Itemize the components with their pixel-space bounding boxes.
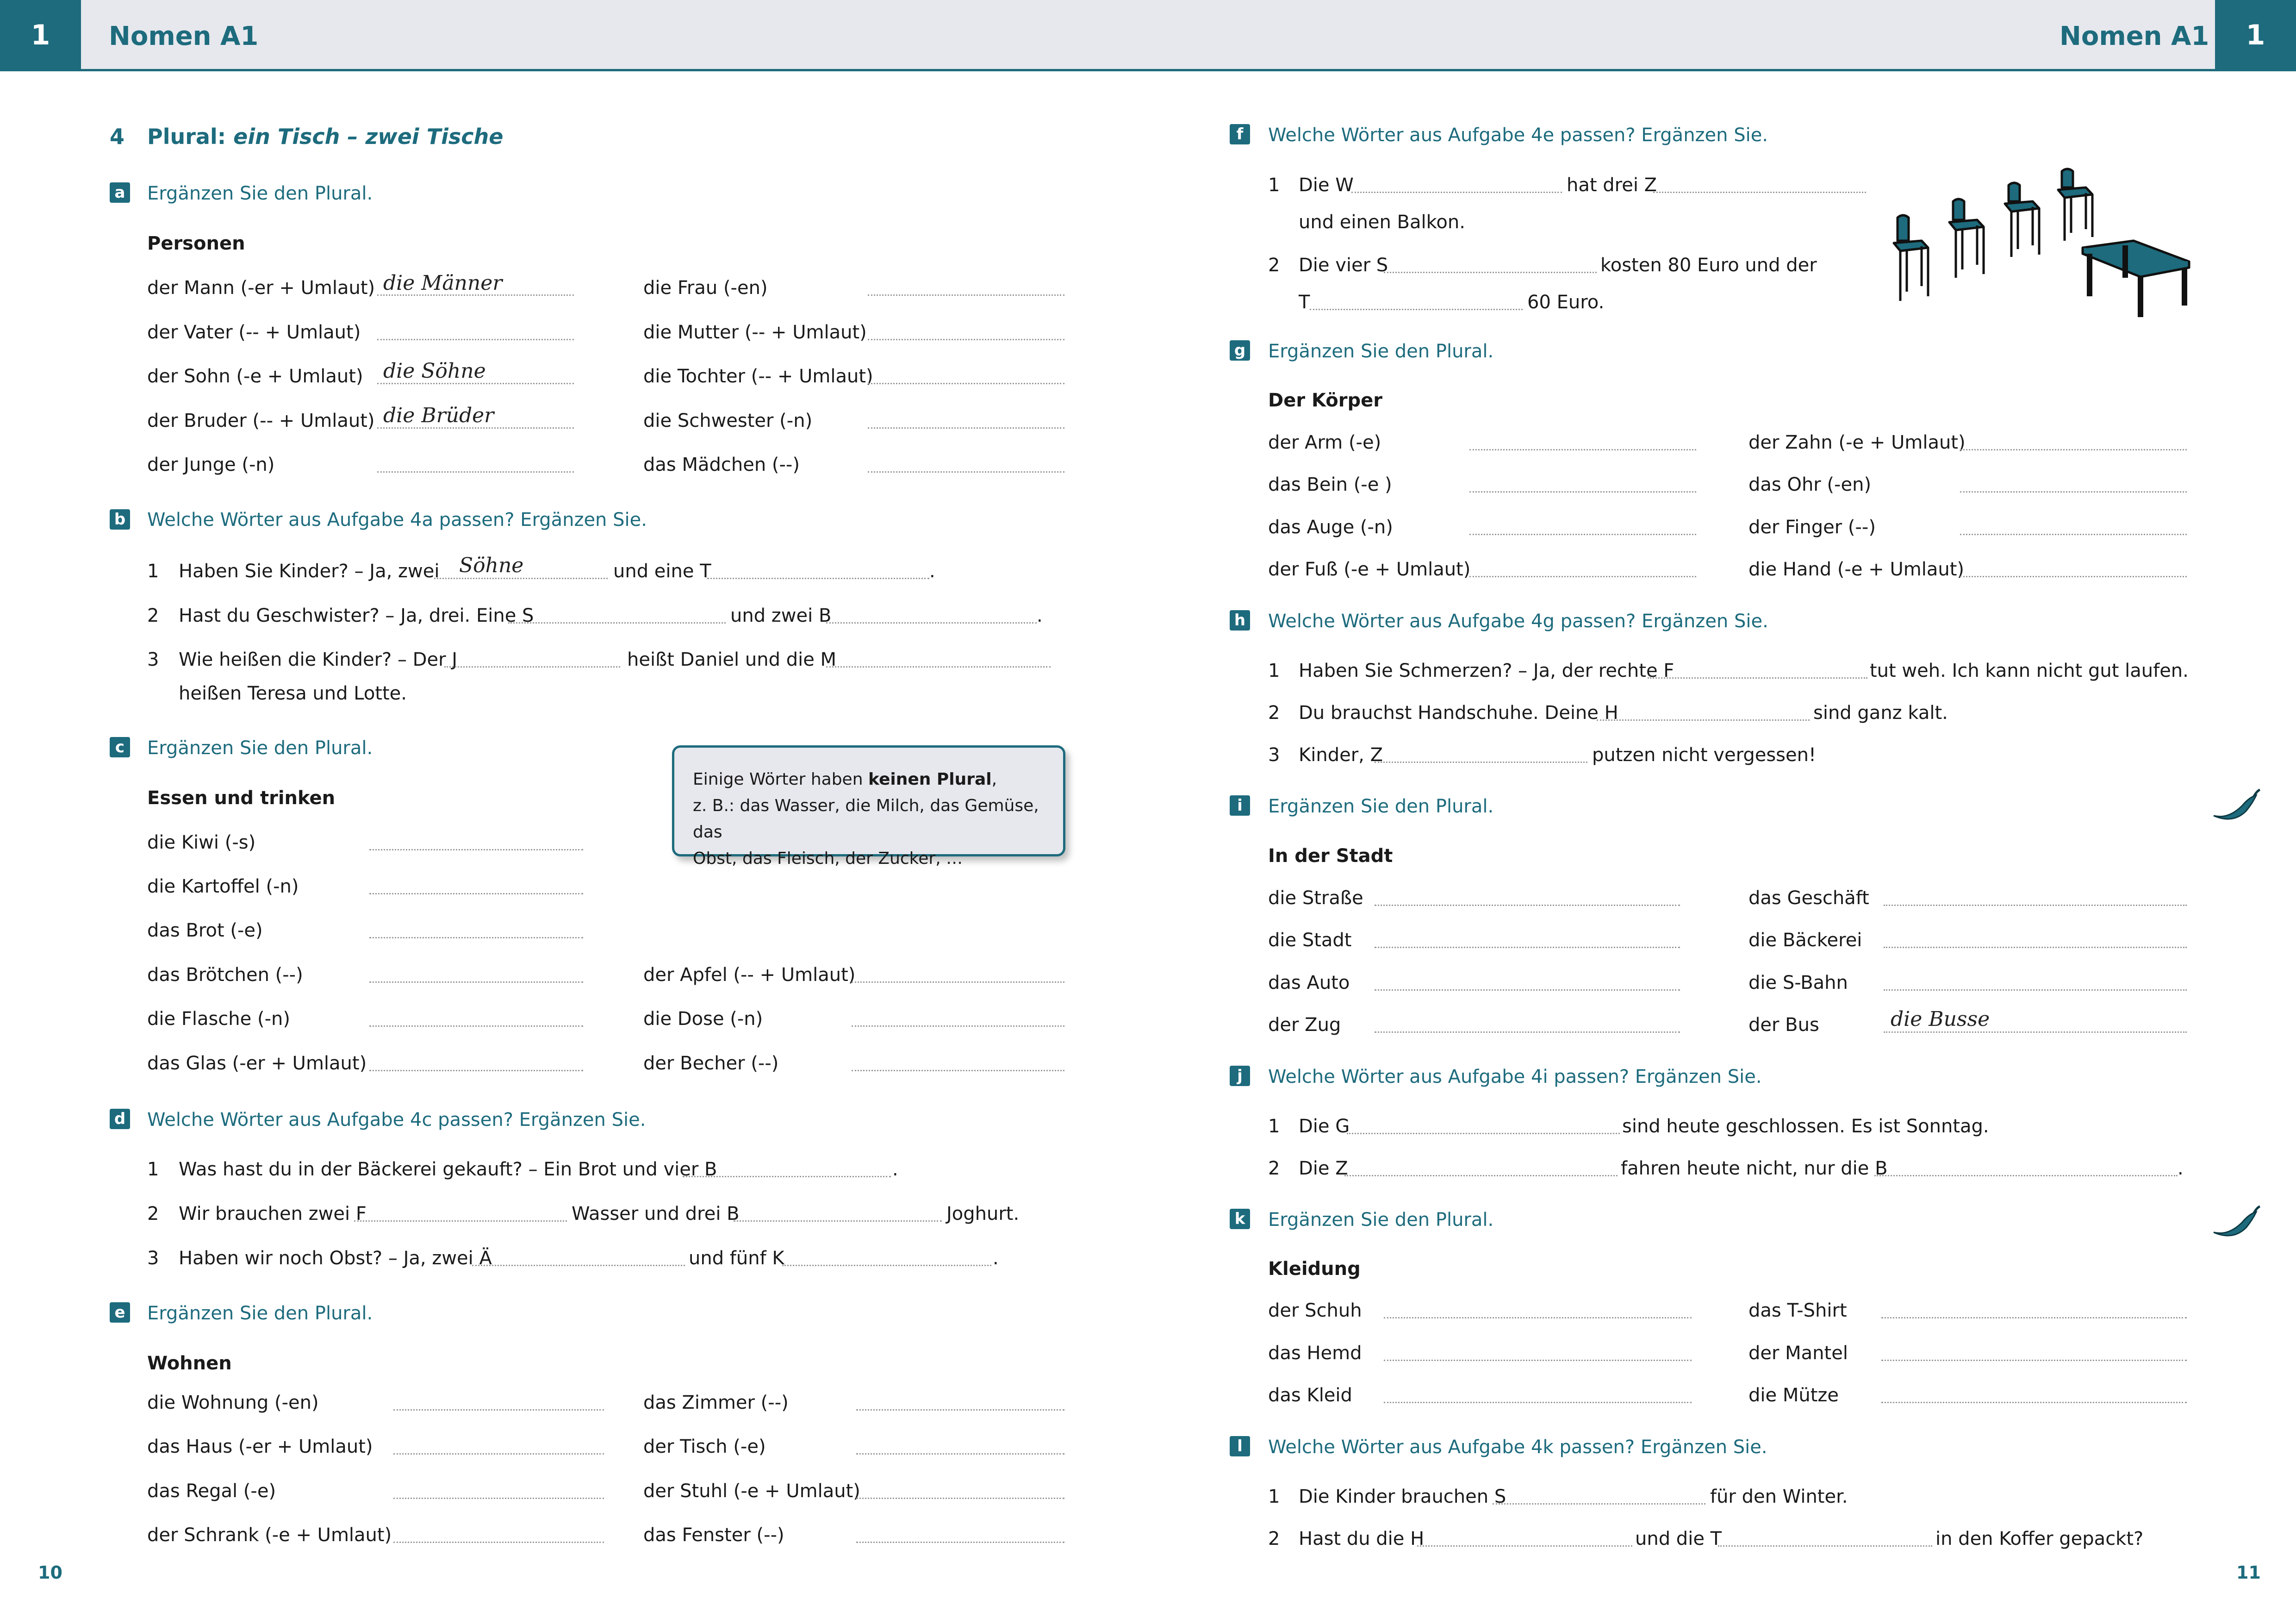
answer-line[interactable] (1384, 1317, 1692, 1318)
noun-item: der Zahn (-e + Umlaut) (1748, 432, 1966, 453)
answer-line[interactable] (1347, 1133, 1620, 1134)
exercise-h-instruction: Welche Wörter aus Aufgabe 4g passen? Ergänzen Sie. (1268, 611, 1768, 632)
answer-line[interactable] (377, 427, 574, 429)
answer-line[interactable] (508, 622, 726, 624)
chapter-number-left: 1 (0, 0, 81, 70)
answer-line[interactable] (1960, 449, 2187, 450)
sentence-text: hat drei Z (1567, 175, 1657, 196)
info-line-1: Einige Wörter haben keinen Plural, (693, 770, 997, 789)
answer-line[interactable] (1384, 1360, 1692, 1361)
category-heading: Der Körper (1268, 390, 1382, 411)
answer-line[interactable] (393, 1542, 604, 1543)
handwritten-answer: die Söhne (383, 359, 486, 383)
answer-line[interactable] (1881, 1402, 2187, 1403)
sentence-number: 1 (1268, 1486, 1280, 1507)
answer-line[interactable] (444, 666, 620, 668)
sentence-text: heißt Daniel und die M (627, 649, 837, 670)
answer-line[interactable] (1884, 989, 2187, 991)
noun-item: das Regal (-e) (147, 1480, 276, 1502)
noun-item: der Mann (-er + Umlaut) (147, 277, 375, 299)
sentence-text: . (929, 561, 935, 582)
answer-line[interactable] (369, 937, 583, 938)
sentence-number: 1 (147, 561, 159, 582)
sentence-text: . (2178, 1158, 2184, 1179)
answer-line[interactable] (782, 1265, 991, 1266)
sentence-text: und eine T (613, 561, 711, 582)
noun-item: der Bruder (-- + Umlaut) (147, 410, 375, 431)
answer-line[interactable] (1375, 762, 1587, 763)
chairs-and-table-illustration (1888, 167, 2194, 319)
sentence-number: 1 (1268, 175, 1280, 196)
answer-line[interactable] (1469, 576, 1696, 577)
handwritten-answer: Söhne (459, 554, 524, 577)
chili-pepper-icon (2210, 1204, 2261, 1241)
sentence-text: Die W (1299, 175, 1354, 196)
sentence-number: 2 (147, 605, 159, 626)
sentence-text: putzen nicht vergessen! (1592, 744, 1817, 766)
sentence-text: Wir brauchen zwei F (179, 1203, 367, 1224)
exercise-c-instruction: Ergänzen Sie den Plural. (147, 737, 373, 759)
sentence-number: 2 (1268, 255, 1280, 276)
handwritten-answer: die Brüder (383, 404, 494, 427)
noun-item: das Geschäft (1748, 887, 1869, 909)
answer-line[interactable] (1884, 947, 2187, 948)
answer-line[interactable] (1884, 1031, 2187, 1033)
category-heading: Essen und trinken (147, 787, 336, 809)
answer-line[interactable] (1960, 491, 2187, 493)
noun-item: die Straße (1268, 887, 1363, 909)
sentence-text: Die vier S (1299, 255, 1388, 276)
sentence-text: Haben wir noch Obst? – Ja, zwei Ä (179, 1248, 492, 1269)
answer-line[interactable] (377, 471, 574, 473)
sentence-text: . (1037, 605, 1043, 626)
sentence-text: . (993, 1248, 999, 1269)
answer-line[interactable] (868, 339, 1064, 340)
noun-item: der Becher (--) (643, 1053, 779, 1074)
page-number-right: 11 (2236, 1562, 2261, 1583)
noun-item: der Stuhl (-e + Umlaut) (643, 1480, 860, 1502)
answer-line[interactable] (856, 1498, 1064, 1499)
sentence-text: tut weh. Ich kann nicht gut laufen. (1870, 660, 2189, 681)
sentence-text: Hast du Geschwister? – Ja, drei. Eine S (179, 605, 534, 626)
exercise-badge-d: d (110, 1109, 130, 1129)
chapter-number-right: 1 (2215, 0, 2296, 70)
answer-line[interactable] (868, 294, 1064, 296)
exercise-badge-l: l (1230, 1436, 1250, 1456)
answer-line[interactable] (852, 1070, 1064, 1071)
noun-item: der Fuß (-e + Umlaut) (1268, 559, 1471, 580)
noun-item: das Hemd (1268, 1343, 1362, 1364)
page-header (0, 0, 2296, 70)
sentence-text: Wasser und drei B (572, 1203, 740, 1224)
answer-line[interactable] (852, 981, 1064, 983)
answer-line[interactable] (1375, 1031, 1680, 1033)
noun-item: das Zimmer (--) (643, 1392, 789, 1413)
exercise-j-instruction: Welche Wörter aus Aufgabe 4i passen? Ergänzen Sie. (1268, 1066, 1762, 1087)
answer-line[interactable] (1960, 534, 2187, 535)
answer-line[interactable] (856, 1409, 1064, 1411)
noun-item: der Tisch (-e) (643, 1436, 766, 1457)
answer-line[interactable] (1960, 576, 2187, 577)
handwritten-answer: die Busse (1891, 1007, 1990, 1031)
sentence-text: kosten 80 Euro und der (1600, 255, 1817, 276)
noun-item: der Bus (1748, 1014, 1819, 1036)
exercise-badge-j: j (1230, 1066, 1250, 1086)
sentence-number: 3 (1268, 744, 1280, 766)
sentence-text: Haben Sie Kinder? – Ja, zwei (179, 561, 440, 582)
answer-line[interactable] (1884, 905, 2187, 906)
sentence-text: für den Winter. (1710, 1486, 1848, 1507)
noun-item: der Schuh (1268, 1300, 1362, 1321)
exercise-badge-k: k (1230, 1209, 1250, 1229)
noun-item: die Kartoffel (-n) (147, 876, 299, 897)
exercise-badge-a: a (110, 182, 130, 203)
answer-line[interactable] (369, 981, 583, 983)
category-heading: Kleidung (1268, 1258, 1361, 1280)
sentence-text: Die Kinder brauchen S (1299, 1486, 1506, 1507)
exercise-a-instruction: Ergänzen Sie den Plural. (147, 183, 373, 204)
answer-line[interactable] (472, 1265, 685, 1266)
answer-line[interactable] (826, 622, 1037, 624)
noun-item: der Schrank (-e + Umlaut) (147, 1524, 392, 1546)
answer-line[interactable] (683, 1176, 891, 1177)
exercise-l-instruction: Welche Wörter aus Aufgabe 4k passen? Ergänzen Sie. (1268, 1437, 1767, 1458)
noun-item: die Frau (-en) (643, 277, 768, 299)
category-heading: In der Stadt (1268, 845, 1393, 867)
sentence-text: und einen Balkon. (1299, 212, 1465, 233)
noun-item: der Apfel (-- + Umlaut) (643, 964, 856, 986)
exercise-badge-c: c (110, 737, 130, 757)
exercise-k-instruction: Ergänzen Sie den Plural. (1268, 1209, 1494, 1230)
noun-item: die Wohnung (-en) (147, 1392, 319, 1413)
exercise-g-instruction: Ergänzen Sie den Plural. (1268, 341, 1494, 362)
sentence-number: 2 (1268, 1158, 1280, 1179)
answer-line[interactable] (1417, 1545, 1632, 1547)
answer-line[interactable] (1375, 947, 1680, 948)
noun-item: die S-Bahn (1748, 972, 1848, 993)
answer-line[interactable] (856, 1542, 1064, 1543)
noun-item: die Hand (-e + Umlaut) (1748, 559, 1964, 580)
noun-item: das Bein (-e ) (1268, 474, 1392, 495)
noun-item: der Mantel (1748, 1343, 1848, 1364)
answer-line[interactable] (1344, 1175, 1618, 1176)
answer-line[interactable] (1351, 192, 1562, 193)
task-number: 4 (110, 124, 125, 149)
exercise-badge-b: b (110, 509, 130, 530)
sentence-number: 2 (1268, 1528, 1280, 1549)
noun-item: das Brötchen (--) (147, 964, 303, 986)
header-title-right: Nomen A1 (2060, 21, 2209, 51)
noun-item: das Ohr (-en) (1748, 474, 1872, 495)
noun-item: die Mütze (1748, 1385, 1839, 1406)
answer-line[interactable] (826, 666, 1051, 668)
category-heading: Personen (147, 233, 245, 254)
noun-item: die Kiwi (-s) (147, 832, 256, 853)
noun-item: die Stadt (1268, 930, 1352, 951)
sentence-number: 1 (1268, 660, 1280, 681)
answer-line[interactable] (377, 339, 574, 340)
sentence-number: 2 (147, 1203, 159, 1224)
noun-item: der Arm (-e) (1268, 432, 1381, 453)
answer-line[interactable] (1310, 309, 1523, 310)
answer-line[interactable] (377, 383, 574, 384)
answer-line[interactable] (393, 1409, 604, 1411)
sentence-text: Joghurt. (946, 1203, 1020, 1224)
task-title: Plural: ein Tisch – zwei Tische (147, 124, 504, 149)
answer-line[interactable] (852, 1025, 1064, 1027)
answer-line[interactable] (1469, 534, 1696, 535)
answer-line[interactable] (1384, 272, 1597, 273)
sentence-text: fahren heute nicht, nur die B (1621, 1158, 1888, 1179)
sentence-text: Die G (1299, 1116, 1350, 1137)
answer-line[interactable] (354, 1220, 567, 1222)
answer-line[interactable] (1881, 1360, 2187, 1361)
noun-item: der Zug (1268, 1014, 1341, 1036)
exercise-e-instruction: Ergänzen Sie den Plural. (147, 1303, 373, 1324)
exercise-badge-i: i (1230, 795, 1250, 816)
sentence-text: Wie heißen die Kinder? – Der J (179, 649, 458, 670)
sentence-text: und zwei B (730, 605, 832, 626)
sentence-text: Was hast du in der Bäckerei gekauft? – Ein Brot und vier B (179, 1159, 717, 1180)
sentence-text: sind heute geschlossen. Es ist Sonntag. (1622, 1116, 1989, 1137)
answer-line[interactable] (1718, 1545, 1932, 1547)
sentence-number: 3 (147, 649, 159, 670)
noun-item: das Haus (-er + Umlaut) (147, 1436, 373, 1457)
sentence-text: und fünf K (689, 1248, 784, 1269)
answer-line[interactable] (1874, 1175, 2178, 1176)
noun-item: das Mädchen (--) (643, 454, 800, 475)
noun-item: das T-Shirt (1748, 1300, 1847, 1321)
sentence-text: Haben Sie Schmerzen? – Ja, der rechte F (1299, 660, 1674, 681)
noun-item: das Fenster (--) (643, 1524, 784, 1546)
answer-line[interactable] (707, 578, 929, 579)
exercise-badge-g: g (1230, 340, 1250, 361)
answer-line[interactable] (856, 1453, 1064, 1455)
noun-item: der Sohn (-e + Umlaut) (147, 366, 363, 387)
answer-line[interactable] (1597, 719, 1810, 721)
sentence-number: 1 (147, 1159, 159, 1180)
exercise-i-instruction: Ergänzen Sie den Plural. (1268, 796, 1494, 817)
answer-line[interactable] (434, 578, 608, 579)
answer-line[interactable] (1648, 677, 1867, 679)
noun-item: die Mutter (-- + Umlaut) (643, 322, 867, 343)
noun-item: das Glas (-er + Umlaut) (147, 1053, 367, 1074)
page-number-left: 10 (38, 1562, 62, 1583)
sentence-number: 2 (1268, 702, 1280, 724)
sentence-text: und die T (1635, 1528, 1722, 1549)
answer-line[interactable] (393, 1453, 604, 1455)
info-box (672, 745, 1065, 868)
answer-line[interactable] (1493, 1503, 1705, 1505)
answer-line[interactable] (369, 1025, 583, 1027)
noun-item: das Brot (-e) (147, 920, 263, 941)
answer-line[interactable] (868, 383, 1064, 384)
sentence-text: Du brauchst Handschuhe. Deine H (1299, 702, 1618, 724)
noun-item: der Junge (-n) (147, 454, 275, 475)
answer-line[interactable] (1384, 1402, 1692, 1403)
answer-line[interactable] (1469, 491, 1696, 493)
info-line-3: Obst, das Fleisch, der Zucker, … (693, 849, 963, 868)
answer-line[interactable] (868, 471, 1064, 473)
noun-item: das Auge (-n) (1268, 517, 1393, 538)
exercise-badge-f: f (1230, 124, 1250, 144)
sentence-number: 1 (1268, 1116, 1280, 1137)
sentence-number: 3 (147, 1248, 159, 1269)
exercise-badge-h: h (1230, 610, 1250, 631)
noun-item: das Auto (1268, 972, 1350, 993)
noun-item: die Bäckerei (1748, 930, 1862, 951)
answer-line[interactable] (868, 427, 1064, 429)
answer-line[interactable] (734, 1220, 942, 1222)
handwritten-answer: die Männer (383, 271, 503, 295)
info-line-2: z. B.: das Wasser, die Milch, das Gemüse, das (693, 796, 1039, 842)
answer-line[interactable] (369, 1070, 583, 1071)
answer-line[interactable] (369, 893, 583, 894)
noun-item: die Tochter (-- + Umlaut) (643, 366, 873, 387)
noun-item: der Vater (-- + Umlaut) (147, 322, 361, 343)
noun-item: die Dose (-n) (643, 1008, 763, 1030)
sentence-text: . (892, 1159, 898, 1180)
sentence-text: Hast du die H (1299, 1528, 1425, 1549)
answer-line[interactable] (1653, 192, 1866, 193)
exercise-badge-e: e (110, 1302, 130, 1323)
sentence-text: sind ganz kalt. (1813, 702, 1948, 724)
exercise-f-instruction: Welche Wörter aus Aufgabe 4e passen? Ergänzen Sie. (1268, 125, 1768, 146)
noun-item: der Finger (--) (1748, 517, 1876, 538)
noun-item: die Schwester (-n) (643, 410, 813, 431)
answer-line[interactable] (393, 1498, 604, 1499)
sentence-text: heißen Teresa und Lotte. (179, 683, 407, 704)
sentence-text: Kinder, Z (1299, 744, 1383, 766)
sentence-text: T (1299, 292, 1310, 313)
answer-line[interactable] (1375, 989, 1680, 991)
answer-line[interactable] (1375, 905, 1680, 906)
sentence-text: in den Koffer gepackt? (1935, 1528, 2144, 1549)
noun-item: das Kleid (1268, 1385, 1352, 1406)
exercise-d-instruction: Welche Wörter aus Aufgabe 4c passen? Ergänzen Sie. (147, 1109, 646, 1131)
sentence-text: Die Z (1299, 1158, 1348, 1179)
answer-line[interactable] (1469, 449, 1696, 450)
answer-line[interactable] (369, 849, 583, 850)
answer-line[interactable] (1881, 1317, 2187, 1318)
chili-pepper-icon (2210, 787, 2261, 824)
sentence-text: 60 Euro. (1527, 292, 1605, 313)
category-heading: Wohnen (147, 1353, 232, 1374)
exercise-b-instruction: Welche Wörter aus Aufgabe 4a passen? Ergänzen Sie. (147, 509, 647, 531)
noun-item: die Flasche (-n) (147, 1008, 290, 1030)
header-title-left: Nomen A1 (109, 21, 259, 51)
header-divider (0, 69, 2296, 71)
